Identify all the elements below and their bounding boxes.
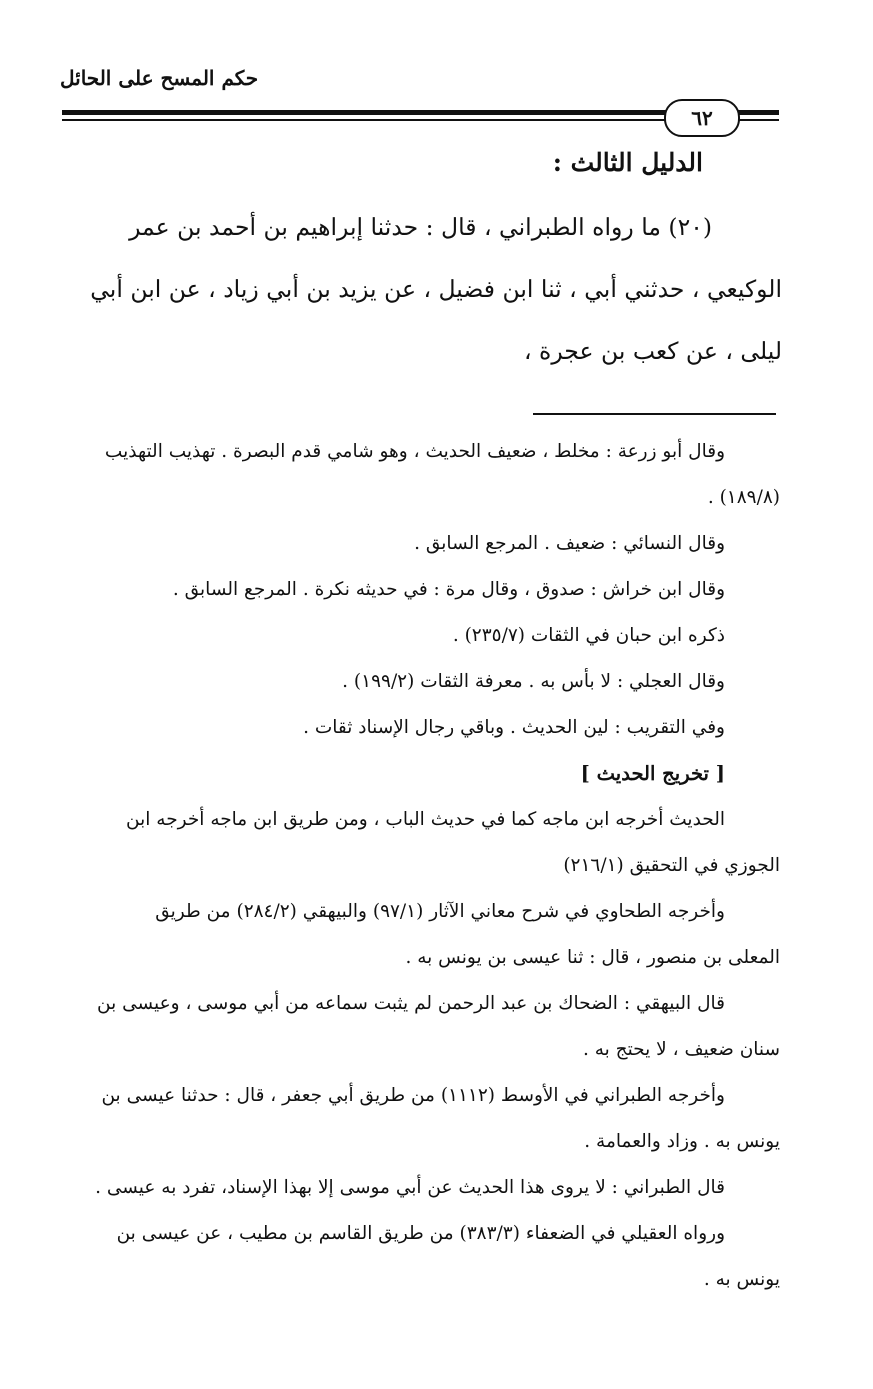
footnote-subheading: [ تخريج الحديث ] bbox=[580, 762, 725, 785]
footnote-line: سنان ضعيف ، لا يحتج به . bbox=[582, 1039, 780, 1060]
running-title: حكم المسح على الحائل bbox=[60, 66, 259, 90]
main-text-line: (٢٠) ما رواه الطبراني ، قال : حدثنا إبراهيم بن أحمد بن عمر bbox=[129, 213, 712, 241]
main-text bbox=[62, 200, 782, 386]
footnote-line: المعلى بن منصور ، قال : ثنا عيسى بن يونس به . bbox=[405, 947, 780, 968]
footnote-line: وقال أبو زرعة : مخلط ، ضعيف الحديث ، وهو شامي قدم البصرة . تهذيب التهذيب bbox=[104, 441, 725, 462]
main-text-line: ليلى ، عن كعب بن عجرة ، bbox=[523, 337, 782, 365]
footnote-line: وقال النسائي : ضعيف . المرجع السابق . bbox=[414, 533, 725, 554]
footnote-line: وفي التقريب : لين الحديث . وباقي رجال الإسناد ثقات . bbox=[303, 717, 725, 738]
page-number: ٦٢ bbox=[664, 99, 740, 137]
footnote-separator bbox=[533, 413, 776, 415]
footnotes bbox=[50, 430, 780, 1304]
footnote-line: الجوزي في التحقيق (٢١٦/١) bbox=[563, 855, 780, 876]
footnote-line: قال الطبراني : لا يروى هذا الحديث عن أبي موسى إلا بهذا الإسناد، تفرد به عيسى . bbox=[95, 1177, 725, 1198]
section-heading: الدليل الثالث : bbox=[552, 148, 703, 177]
footnote-line: (١٨٩/٨) . bbox=[707, 487, 780, 508]
main-text-line: الوكيعي ، حدثني أبي ، ثنا ابن فضيل ، عن يزيد بن أبي زياد ، عن ابن أبي bbox=[90, 275, 782, 303]
footnote-line: وقال ابن خراش : صدوق ، وقال مرة : في حديثه نكرة . المرجع السابق . bbox=[172, 579, 725, 600]
footnote-line: يونس به . bbox=[703, 1269, 780, 1290]
footnote-line: قال البيهقي : الضحاك بن عبد الرحمن لم يثبت سماعه من أبي موسى ، وعيسى بن bbox=[96, 993, 725, 1014]
footnote-line: يونس به . وزاد والعمامة . bbox=[584, 1131, 780, 1152]
footnote-line: ورواه العقيلي في الضعفاء (٣٨٣/٣) من طريق القاسم بن مطيب ، عن عيسى بن bbox=[116, 1223, 725, 1244]
footnote-line: وأخرجه الطبراني في الأوسط (١١١٢) من طريق أبي جعفر ، قال : حدثنا عيسى بن bbox=[101, 1085, 725, 1106]
footnote-line: وقال العجلي : لا بأس به . معرفة الثقات (١٩٩/٢) . bbox=[342, 671, 725, 692]
footnote-line: وأخرجه الطحاوي في شرح معاني الآثار (٩٧/١) والبيهقي (٢٨٤/٢) من طريق bbox=[155, 901, 725, 922]
footnote-line: ذكره ابن حبان في الثقات (٢٣٥/٧) . bbox=[452, 625, 725, 646]
footnote-line: الحديث أخرجه ابن ماجه كما في حديث الباب ، ومن طريق ابن ماجه أخرجه ابن bbox=[126, 809, 725, 830]
